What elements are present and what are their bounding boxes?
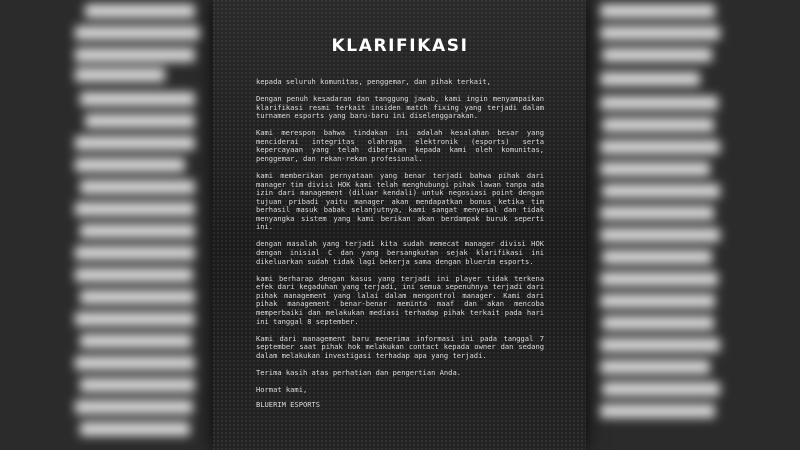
paragraph-thanks: Terima kasih atas perhatian dan pengertian Anda.	[256, 367, 461, 377]
paragraph-acknowledgement: Kami merespon bahwa tindakan ini adalah kesalahan besar yang menciderai integritas olahraga elektronik (esports) serta kepercayaan yang telah diberikan kepada kami oleh komunitas, penggemar, dan rekan-rekan profesional.	[256, 128, 544, 163]
poster-title: KLARIFIKASI	[331, 36, 469, 56]
paragraph-statement: kami memberikan pernyataan yang benar terjadi bahwa pihak dari manager tim divisi HOK kami telah menghubungi pihak lawan tanpa ada izin dari management (diluar kendali) untuk negosiasi point dengan tujuan pribadi yaitu manager akan mendapatkan bonus ketika tim berhasil masuk babak selanjutnya, kami sangat menyesal dan tidak menyangka sistem yang kami berikan akan berdampak buruk seperti ini.	[256, 170, 544, 232]
paragraph-greeting: kepada seluruh komunitas, penggemar, dan pihak terkait,	[256, 77, 491, 86]
signature: BLUERIM ESPORTS	[256, 400, 321, 410]
paragraph-apology: kami berharap dengan kasus yang terjadi ini player tidak terkena efek dari kegaduhan yang terjadi, ini semua sepenuhnya terjadi dari pihak management yang lalai dalam mengontrol manager. Kami dari pihak management benar-benar meminta maaf dan akan mencoba memperbaiki dan melakukan mediasi terhadap pihak terkait pada hari ini tanggal 8 september.	[256, 273, 544, 326]
blurred-background-left	[0, 0, 220, 450]
poster-body	[256, 78, 544, 410]
paragraph-intro: Dengan penuh kesadaran dan tanggung jawab, kami ingin menyampaikan klarifikasi resmi terkait insiden match fixing yang terjadi dalam turnamen esports yang baru-baru ini diselenggarakan.	[256, 93, 544, 121]
blurred-background-right	[580, 0, 800, 450]
paragraph-action-taken: dengan masalah yang terjadi kita sudah memecat manager divisi HOK dengan inisial C dan yang bersangkutan sejak klarifikasi ini dikeluarkan sudah tidak lagi bekerja sama dengan bluerim esports.	[256, 239, 544, 266]
clarification-poster	[213, 0, 586, 450]
paragraph-timeline: Kami dari management baru menerima informasi ini pada tanggal 7 september saat pihak hok melakukan contact kepada owner dan sedang dalam melakukan investigasi terhadap apa yang terjadi.	[256, 333, 544, 360]
closing-line: Hormat kami,	[256, 384, 308, 394]
